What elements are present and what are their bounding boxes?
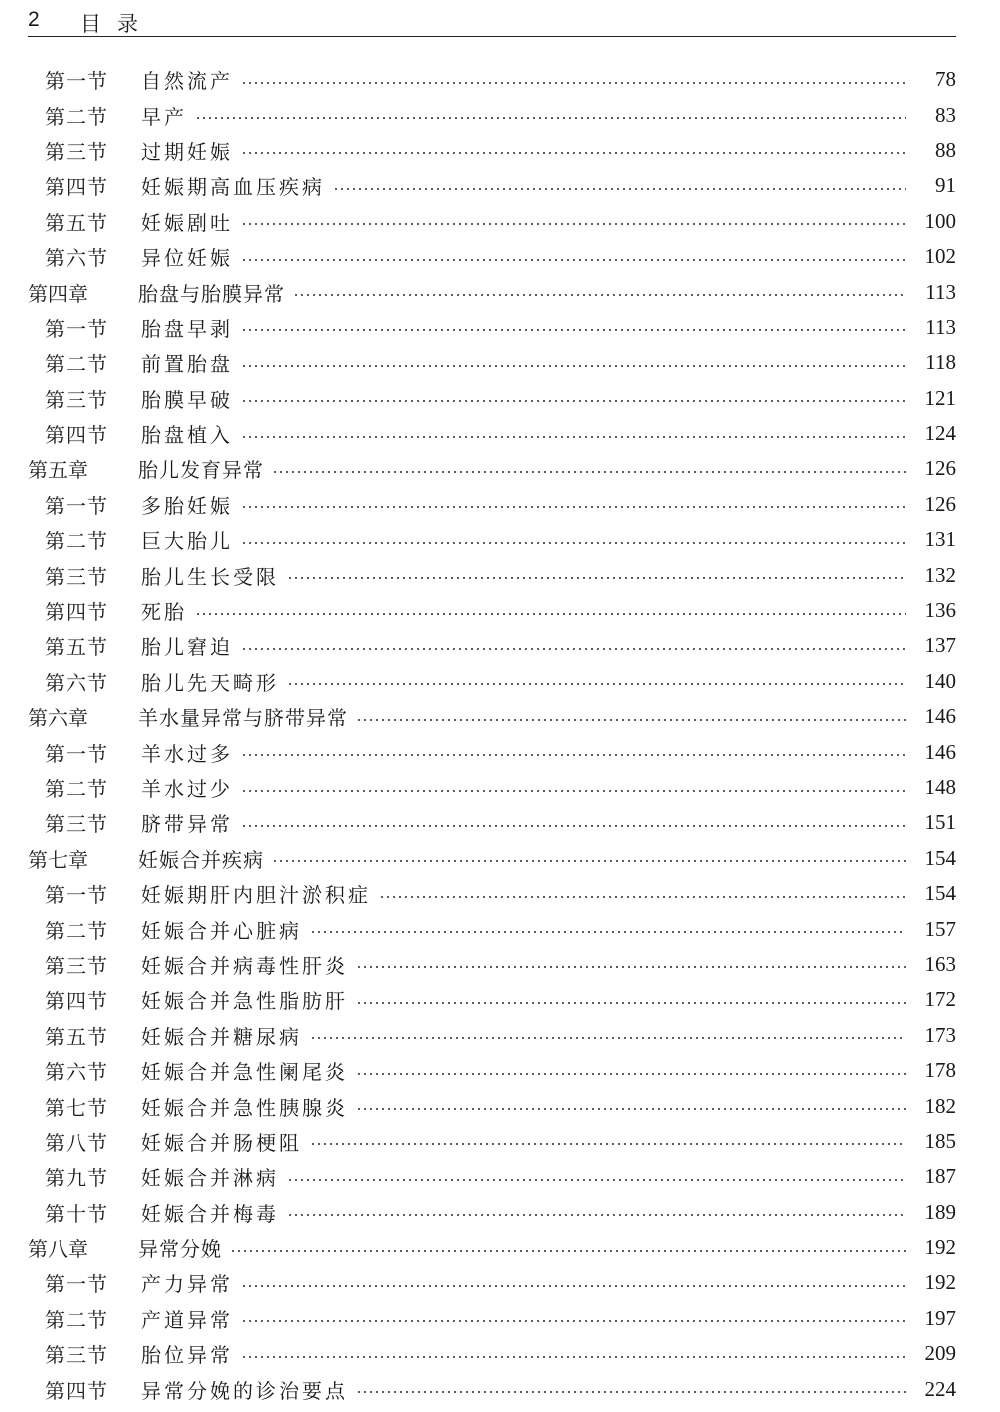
dot-leader — [310, 1037, 906, 1039]
toc-entry-title: 妊娠合并肠梗阻 — [141, 1130, 302, 1155]
dot-leader — [293, 294, 906, 296]
toc-entry-title: 异常分娩的诊治要点 — [141, 1378, 348, 1403]
toc-entry-number: 第五节 — [45, 1024, 108, 1049]
page-number: 2 — [28, 8, 40, 31]
toc-section-entry[interactable] — [0, 522, 1000, 557]
toc-section-entry[interactable] — [0, 1088, 1000, 1123]
toc-entry-number: 第一节 — [45, 493, 108, 518]
toc-entry-number: 第九节 — [45, 1166, 108, 1191]
toc-entry-page: 197 — [924, 1305, 956, 1330]
dot-leader — [241, 648, 906, 650]
toc-entry-title: 异常分娩 — [138, 1237, 222, 1262]
toc-entry-title: 妊娠合并急性胰腺炎 — [141, 1095, 348, 1120]
toc-section-entry[interactable] — [0, 416, 1000, 451]
dot-leader — [310, 931, 906, 933]
toc-entry-page: 131 — [924, 527, 956, 552]
dot-leader — [241, 1356, 906, 1358]
dot-leader — [356, 719, 906, 721]
toc-entry-title: 脐带异常 — [141, 812, 233, 837]
dot-leader — [356, 1391, 906, 1393]
toc-section-entry[interactable] — [0, 982, 1000, 1017]
toc-entry-number: 第三节 — [45, 1343, 108, 1368]
toc-section-entry[interactable] — [0, 593, 1000, 628]
toc-entry-page: 154 — [924, 881, 956, 906]
toc-entry-number: 第六节 — [45, 670, 108, 695]
dot-leader — [241, 152, 906, 154]
toc-entry-page: 102 — [924, 244, 956, 269]
dot-leader — [241, 790, 906, 792]
toc-entry-number: 第六节 — [45, 1060, 108, 1085]
dot-leader — [241, 1320, 906, 1322]
toc-entry-title: 妊娠合并糖尿病 — [141, 1024, 302, 1049]
toc-entry-title: 过期妊娠 — [141, 139, 233, 164]
toc-entry-number: 第十节 — [45, 1201, 108, 1226]
toc-section-entry[interactable] — [0, 734, 1000, 769]
toc-entry-number: 第五节 — [45, 635, 108, 660]
toc-entry-title: 胎膜早破 — [141, 387, 233, 412]
toc-entry-page: 88 — [935, 137, 956, 162]
toc-entry-page: 136 — [924, 598, 956, 623]
toc-entry-page: 118 — [925, 350, 956, 375]
toc-section-entry[interactable] — [0, 628, 1000, 663]
toc-entry-number: 第四节 — [45, 175, 108, 200]
toc-entry-number: 第七章 — [28, 847, 88, 872]
toc-entry-number: 第五章 — [28, 458, 88, 483]
toc-entry-page: 157 — [924, 916, 956, 941]
toc-section-entry[interactable] — [0, 947, 1000, 982]
toc-section-entry[interactable] — [0, 487, 1000, 522]
dot-leader — [356, 1108, 906, 1110]
toc-entry-page: 121 — [924, 385, 956, 410]
dot-leader — [241, 1285, 906, 1287]
dot-leader — [272, 471, 906, 473]
dot-leader — [310, 1143, 906, 1145]
dot-leader — [241, 825, 906, 827]
dot-leader — [287, 683, 906, 685]
toc-entry-title: 胎儿发育异常 — [138, 458, 264, 483]
toc-entry-page: 113 — [925, 314, 956, 339]
toc-section-entry[interactable] — [0, 1371, 1000, 1406]
toc-section-entry[interactable] — [0, 1053, 1000, 1088]
page-header — [28, 6, 956, 37]
toc-entry-title: 产道异常 — [141, 1307, 233, 1332]
toc-entry-page: 83 — [935, 102, 956, 127]
toc-entry-title: 妊娠合并急性阑尾炎 — [141, 1060, 348, 1085]
toc-entry-page: 137 — [924, 633, 956, 658]
dot-leader — [241, 542, 906, 544]
toc-entry-number: 第二节 — [45, 529, 108, 554]
dot-leader — [241, 400, 906, 402]
toc-entry-page: 224 — [924, 1376, 956, 1401]
toc-entry-number: 第四节 — [45, 1378, 108, 1403]
toc-entry-page: 146 — [924, 704, 956, 729]
toc-entry-page: 192 — [924, 1235, 956, 1260]
toc-entry-page: 187 — [924, 1164, 956, 1189]
toc-entry-title: 死胎 — [141, 600, 187, 625]
toc-entry-number: 第二节 — [45, 352, 108, 377]
toc-entry-title: 羊水过多 — [141, 741, 233, 766]
table-of-contents — [0, 62, 1000, 1407]
toc-chapter-entry[interactable] — [0, 1230, 1000, 1265]
toc-entry-page: 172 — [924, 987, 956, 1012]
toc-entry-title: 早产 — [141, 104, 187, 129]
toc-section-entry[interactable] — [0, 1018, 1000, 1053]
dot-leader — [356, 966, 906, 968]
toc-entry-page: 113 — [925, 279, 956, 304]
toc-section-entry[interactable] — [0, 1265, 1000, 1300]
toc-chapter-entry[interactable] — [0, 841, 1000, 876]
toc-entry-number: 第一节 — [45, 883, 108, 908]
toc-entry-title: 妊娠合并急性脂肪肝 — [141, 989, 348, 1014]
toc-entry-number: 第七节 — [45, 1095, 108, 1120]
toc-entry-number: 第三节 — [45, 139, 108, 164]
dot-leader — [333, 188, 906, 190]
toc-section-entry[interactable] — [0, 310, 1000, 345]
toc-entry-title: 妊娠剧吐 — [141, 210, 233, 235]
dot-leader — [241, 329, 906, 331]
toc-section-entry[interactable] — [0, 133, 1000, 168]
toc-entry-title: 妊娠合并淋病 — [141, 1166, 279, 1191]
toc-entry-page: 132 — [924, 562, 956, 587]
toc-entry-number: 第二节 — [45, 104, 108, 129]
toc-entry-title: 巨大胎儿 — [141, 529, 233, 554]
toc-entry-number: 第三节 — [45, 812, 108, 837]
toc-entry-number: 第三节 — [45, 564, 108, 589]
toc-entry-number: 第二节 — [45, 777, 108, 801]
dot-leader — [287, 1179, 906, 1181]
toc-entry-title: 胎位异常 — [141, 1343, 233, 1368]
toc-section-entry[interactable] — [0, 239, 1000, 274]
toc-entry-title: 胎儿窘迫 — [141, 635, 233, 660]
toc-entry-page: 182 — [924, 1093, 956, 1118]
toc-entry-number: 第一节 — [45, 316, 108, 341]
toc-section-entry[interactable] — [0, 97, 1000, 132]
dot-leader — [241, 82, 906, 84]
toc-entry-title: 妊娠合并疾病 — [138, 847, 264, 872]
toc-entry-title: 胎儿生长受限 — [141, 564, 279, 589]
toc-entry-title: 自然流产 — [141, 69, 233, 94]
toc-entry-title: 胎盘植入 — [141, 423, 233, 448]
toc-entry-page: 100 — [924, 208, 956, 233]
toc-entry-title: 羊水量异常与脐带异常 — [138, 706, 348, 731]
toc-chapter-entry[interactable] — [0, 274, 1000, 309]
toc-section-entry[interactable] — [0, 168, 1000, 203]
toc-entry-number: 第一节 — [45, 741, 108, 766]
toc-entry-page: 126 — [924, 456, 956, 481]
toc-entry-number: 第三节 — [45, 953, 108, 978]
toc-entry-number: 第二节 — [45, 918, 108, 943]
toc-section-entry[interactable] — [0, 1159, 1000, 1194]
toc-section-entry[interactable] — [0, 805, 1000, 840]
toc-section-entry[interactable] — [0, 345, 1000, 380]
toc-entry-page: 78 — [935, 67, 956, 92]
toc-entry-title: 多胎妊娠 — [141, 493, 233, 518]
toc-chapter-entry[interactable] — [0, 699, 1000, 734]
dot-leader — [241, 436, 906, 438]
toc-entry-title: 羊水过少 — [141, 777, 233, 801]
toc-entry-number: 第六节 — [45, 246, 108, 271]
toc-entry-title: 异位妊娠 — [141, 246, 233, 271]
toc-entry-page: 151 — [924, 810, 956, 835]
toc-entry-title: 胎盘与胎膜异常 — [138, 281, 285, 306]
toc-entry-number: 第六章 — [28, 706, 88, 731]
toc-entry-page: 192 — [924, 1270, 956, 1295]
toc-entry-title: 妊娠合并梅毒 — [141, 1201, 279, 1226]
dot-leader — [241, 754, 906, 756]
toc-section-entry[interactable] — [0, 1336, 1000, 1371]
toc-section-entry[interactable] — [0, 1195, 1000, 1230]
toc-chapter-entry[interactable] — [0, 451, 1000, 486]
dot-leader — [195, 117, 906, 119]
toc-entry-page: 209 — [924, 1341, 956, 1366]
toc-entry-number: 第一节 — [45, 69, 108, 94]
dot-leader — [230, 1250, 906, 1252]
toc-entry-page: 146 — [924, 739, 956, 764]
dot-leader — [241, 223, 906, 225]
toc-section-entry[interactable] — [0, 557, 1000, 592]
toc-entry-number: 第四节 — [45, 600, 108, 625]
toc-entry-page: 189 — [924, 1199, 956, 1224]
toc-entry-page: 163 — [924, 951, 956, 976]
toc-entry-number: 第三节 — [45, 387, 108, 412]
toc-entry-number: 第四节 — [45, 989, 108, 1014]
toc-entry-page: 148 — [924, 775, 956, 799]
dot-leader — [272, 860, 906, 862]
toc-section-entry[interactable] — [0, 876, 1000, 911]
toc-entry-page: 173 — [924, 1022, 956, 1047]
toc-entry-page: 178 — [924, 1058, 956, 1083]
dot-leader — [287, 577, 906, 579]
toc-entry-page: 126 — [924, 491, 956, 516]
toc-section-entry[interactable] — [0, 664, 1000, 699]
dot-leader — [356, 1073, 906, 1075]
toc-entry-title: 妊娠期肝内胆汁淤积症 — [141, 883, 371, 908]
dot-leader — [379, 896, 906, 898]
toc-entry-title: 产力异常 — [141, 1272, 233, 1297]
dot-leader — [241, 259, 906, 261]
toc-entry-title: 妊娠合并心脏病 — [141, 918, 302, 943]
toc-section-entry[interactable] — [0, 1124, 1000, 1159]
toc-section-entry[interactable] — [0, 204, 1000, 239]
toc-entry-number: 第五节 — [45, 210, 108, 235]
dot-leader — [241, 506, 906, 508]
dot-leader — [356, 1002, 906, 1004]
dot-leader — [195, 613, 906, 615]
toc-entry-number: 第八章 — [28, 1237, 88, 1262]
toc-entry-title: 胎盘早剥 — [141, 316, 233, 341]
dot-leader — [241, 365, 906, 367]
toc-section-entry[interactable] — [0, 1301, 1000, 1336]
toc-entry-title: 妊娠期高血压疾病 — [141, 175, 325, 200]
toc-entry-number: 第四节 — [45, 423, 108, 448]
toc-section-entry[interactable] — [0, 62, 1000, 97]
toc-entry-number: 第二节 — [45, 1307, 108, 1332]
toc-entry-page: 140 — [924, 668, 956, 693]
toc-entry-number: 第八节 — [45, 1130, 108, 1155]
toc-entry-page: 124 — [924, 421, 956, 446]
toc-entry-page: 185 — [924, 1128, 956, 1153]
toc-entry-number: 第四章 — [28, 281, 88, 306]
dot-leader — [287, 1214, 906, 1216]
page-title: 目录 — [80, 12, 154, 36]
toc-section-entry[interactable] — [0, 770, 1000, 805]
toc-entry-title: 妊娠合并病毒性肝炎 — [141, 953, 348, 978]
toc-section-entry[interactable] — [0, 381, 1000, 416]
toc-entry-title: 胎儿先天畸形 — [141, 670, 279, 695]
toc-entry-page: 91 — [935, 173, 956, 198]
toc-section-entry[interactable] — [0, 911, 1000, 946]
toc-entry-title: 前置胎盘 — [141, 352, 233, 377]
toc-entry-number: 第一节 — [45, 1272, 108, 1297]
toc-entry-page: 154 — [924, 845, 956, 870]
